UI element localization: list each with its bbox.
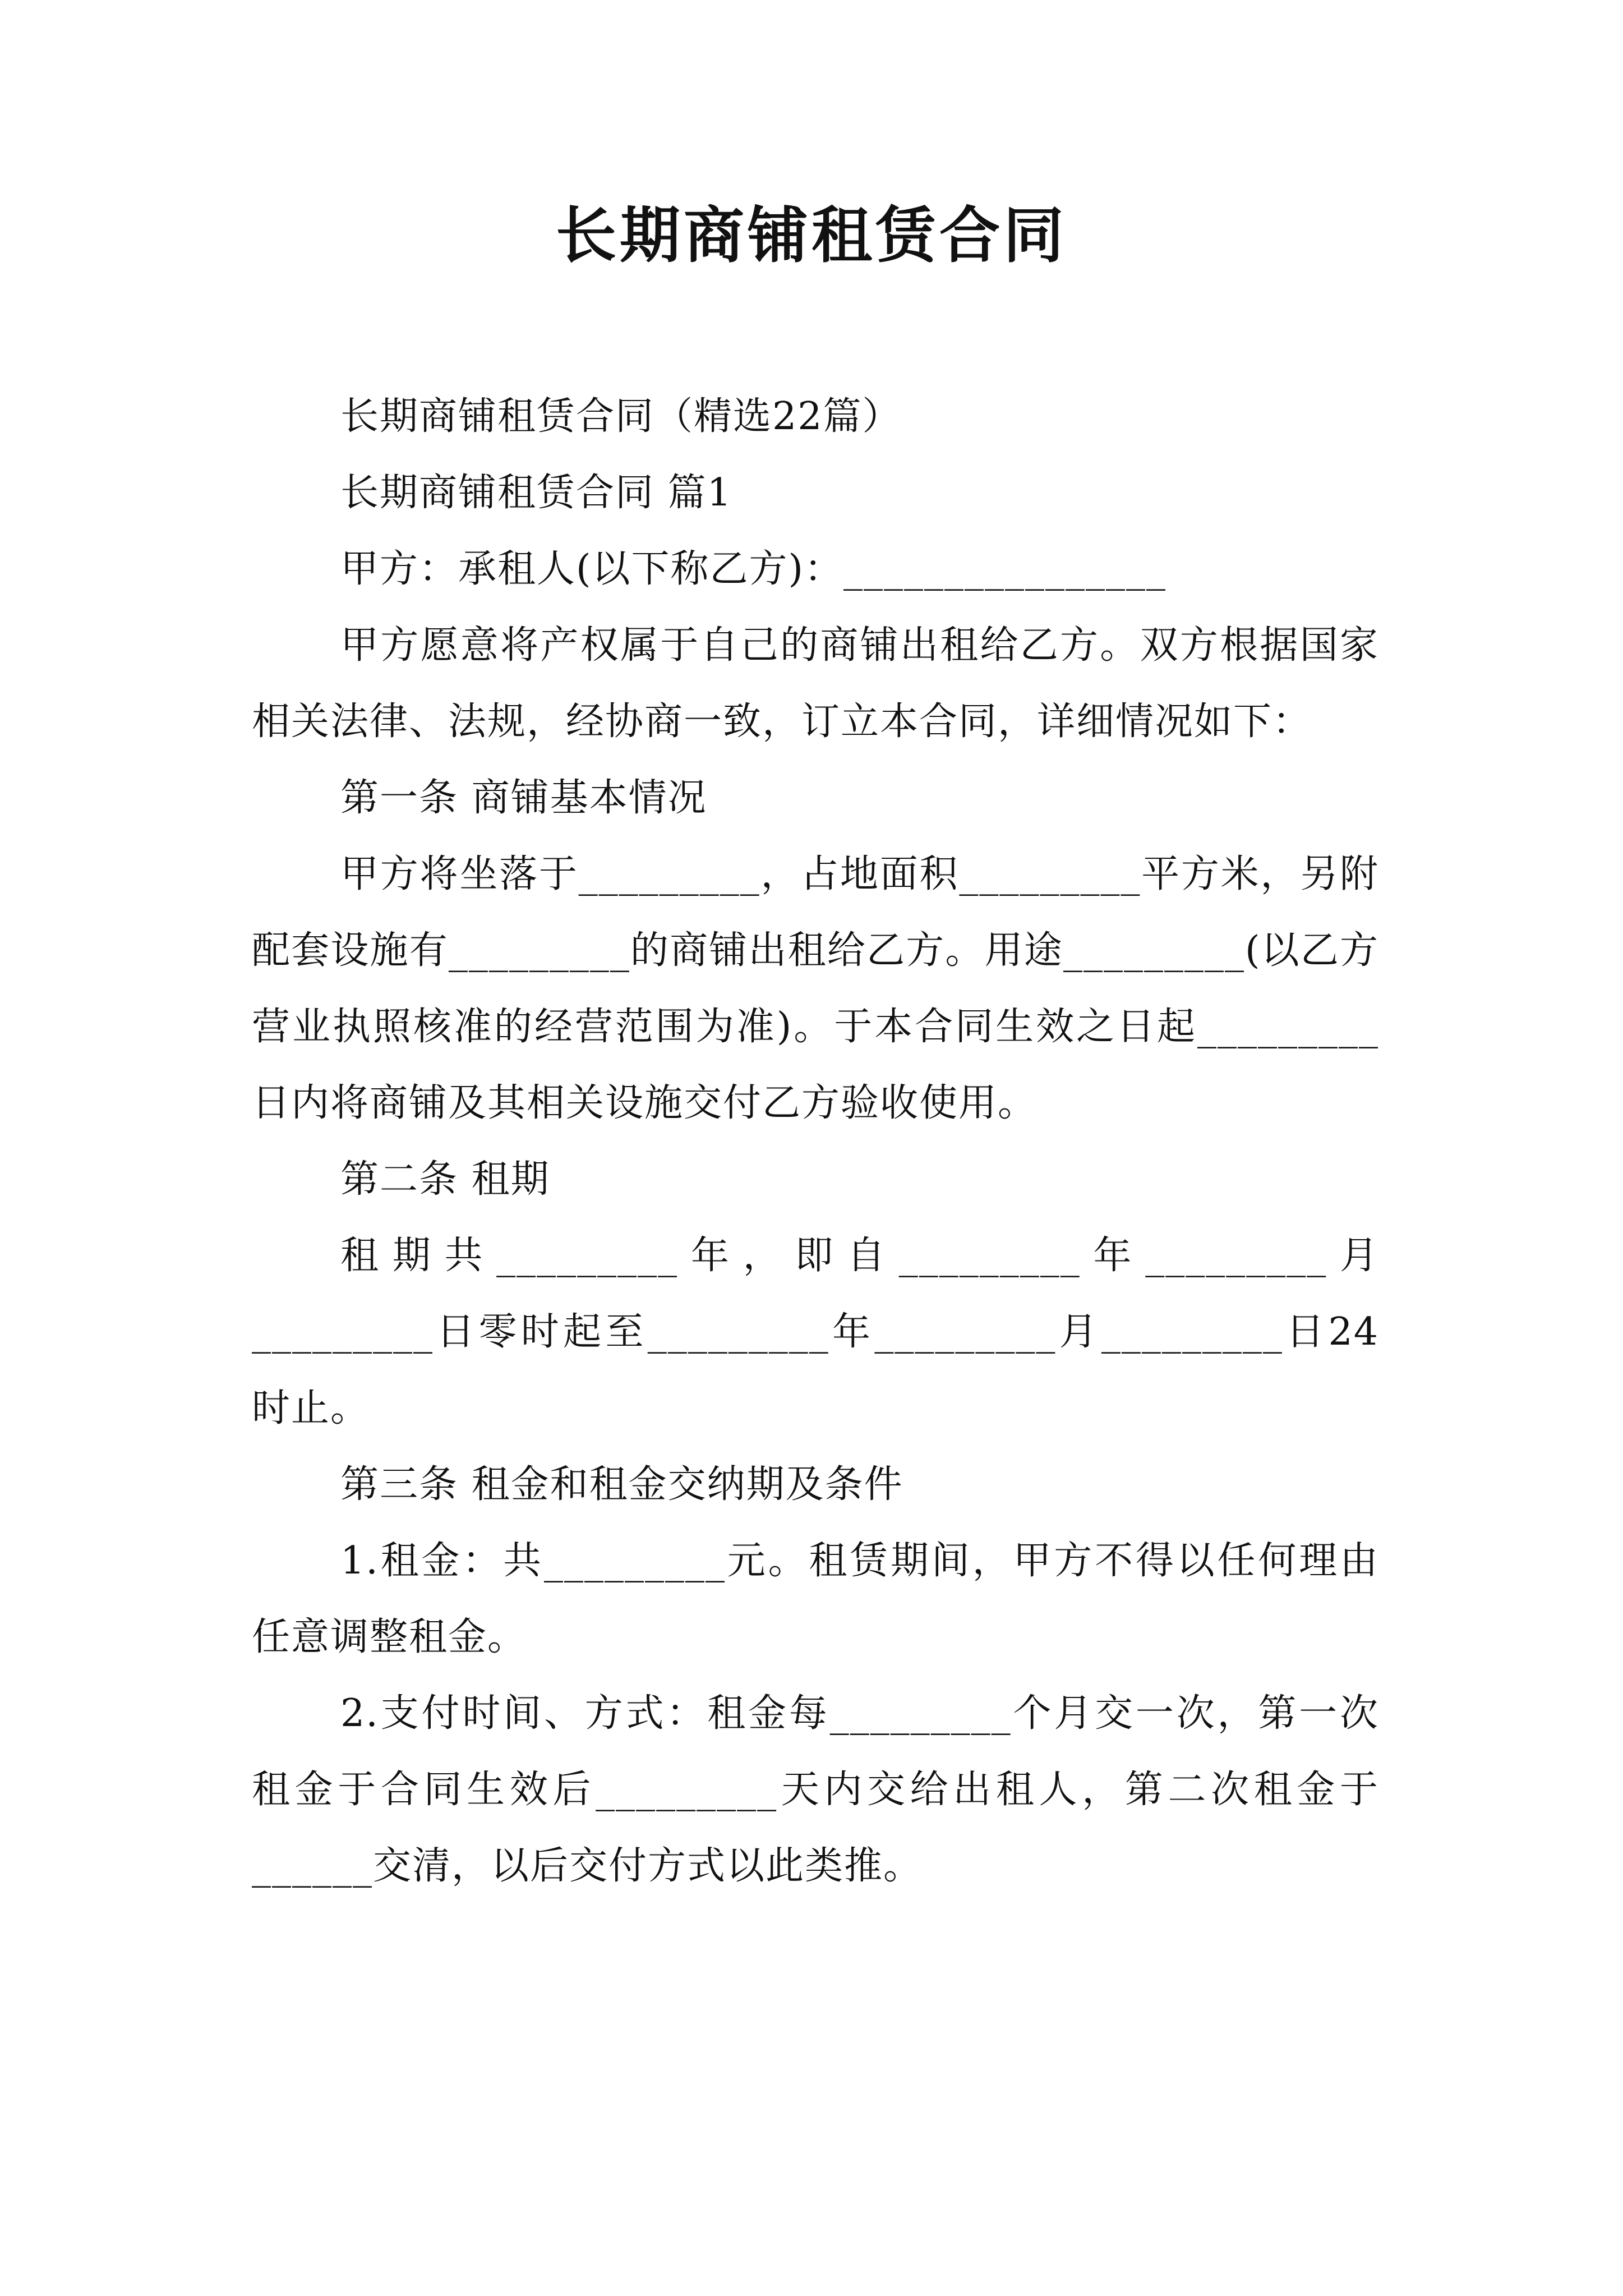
document-title: 长期商铺租赁合同: [555, 200, 1067, 271]
article-paragraph: 2.支付时间、方式：租金每_________个月交一次，第一次租金于合同生效后_________天内交给出租人，第二次租金于______交清，以后交付方式以此类推。: [252, 1691, 1379, 1888]
article-heading: 第三条 租金和租金交纳期及条件: [340, 1462, 903, 1507]
intro-paragraph: 甲方愿意将产权属于自己的商铺出租给乙方。双方根据国家相关法律、法规，经协商一致，订立本合同，详细情况如下：: [252, 623, 1379, 744]
document-body: [252, 379, 1379, 1904]
party-line: 甲方：承租人(以下称乙方)：________________: [340, 547, 1167, 591]
article-paragraph: 1.租金：共_________元。租赁期间，甲方不得以任何理由任意调整租金。: [252, 1539, 1379, 1659]
article-paragraph: 租期共_________年，即自_________年_________月_________日零时起至_________年_________月_________日24时止。: [252, 1234, 1379, 1430]
section-heading: 长期商铺租赁合同 篇1: [340, 471, 732, 515]
article-heading: 第一条 商铺基本情况: [340, 776, 707, 820]
article-heading: 第二条 租期: [340, 1157, 550, 1202]
article-paragraph: 甲方将坐落于_________，占地面积_________平方米，另附配套设施有_________的商铺出租给乙方。用途_________(以乙方营业执照核准的经营范围为准)。于本合同生效之日起_________日内将商铺及其相关设施交付乙方验收使用。: [252, 852, 1379, 1125]
subtitle-line: 长期商铺租赁合同（精选22篇）: [340, 394, 902, 439]
